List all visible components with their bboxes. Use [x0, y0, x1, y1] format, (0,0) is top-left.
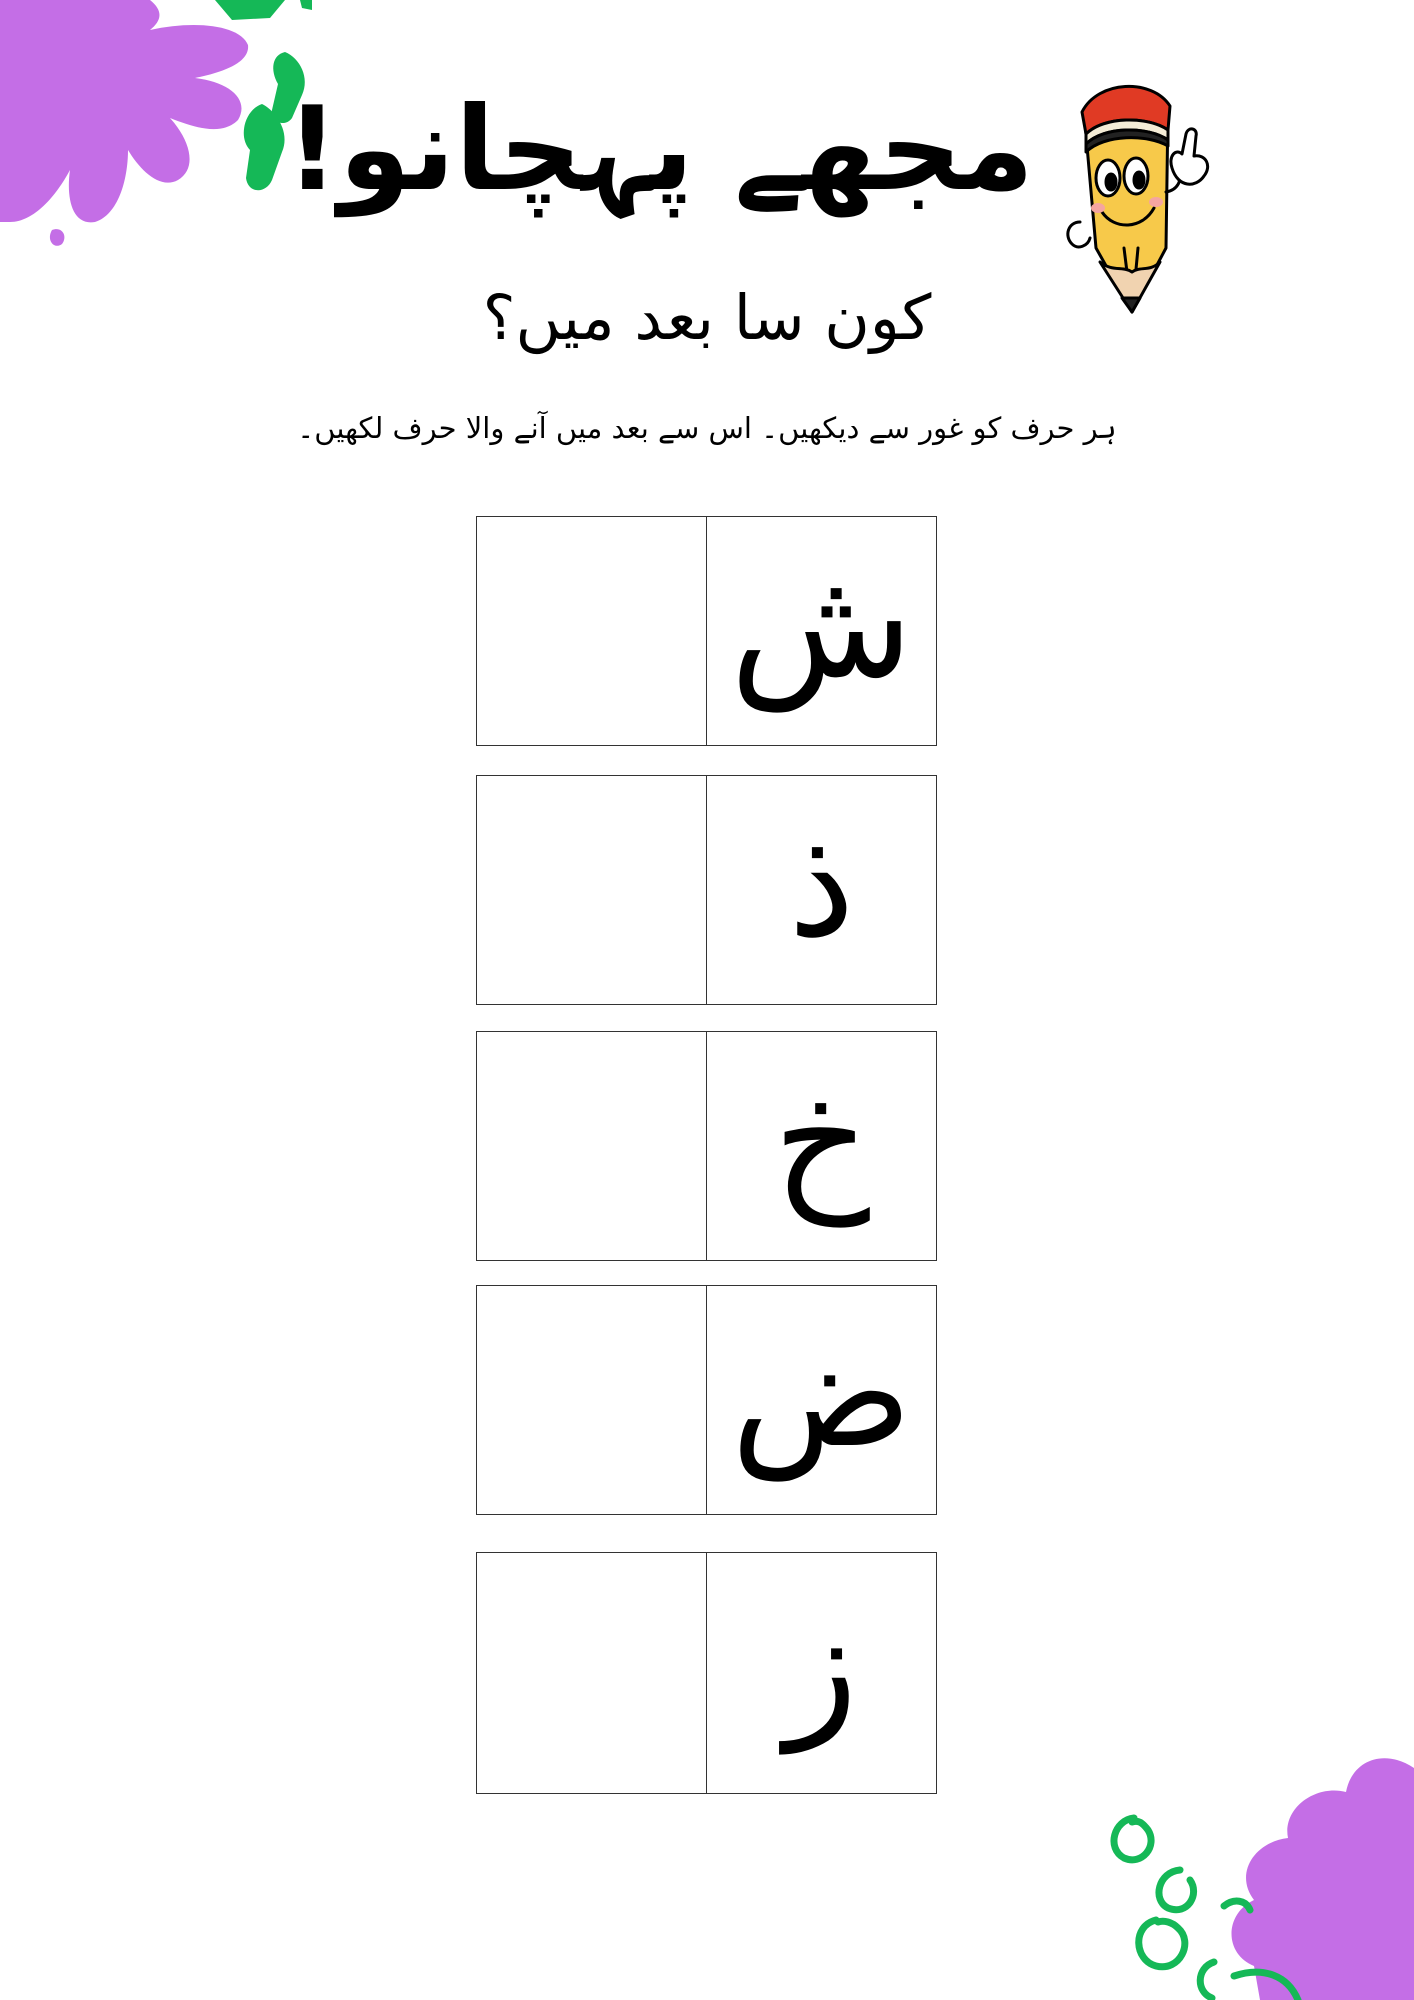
answer-box[interactable] — [476, 1031, 707, 1261]
answer-box[interactable] — [476, 775, 707, 1005]
letter: ش — [729, 538, 914, 712]
letter-row — [476, 1285, 938, 1515]
letter-row — [476, 516, 938, 746]
letter-box — [706, 1552, 937, 1794]
letter-box — [706, 1285, 937, 1515]
letter-row — [476, 775, 938, 1005]
letter-box — [706, 1031, 937, 1261]
letter-box — [706, 775, 937, 1005]
letter: خ — [773, 1053, 870, 1227]
worksheet-title: مجھے پہچانو! — [285, 82, 1035, 217]
answer-box[interactable] — [476, 1285, 707, 1515]
instructions-text: ہر حرف کو غور سے دیکھیں۔ اس سے بعد میں آنے والا حرف لکھیں۔ — [297, 411, 1117, 445]
worksheet-subtitle: کون سا بعد میں؟ — [482, 281, 932, 354]
letter: ض — [730, 1307, 913, 1481]
letter: ز — [785, 1580, 858, 1754]
letter-row — [476, 1031, 938, 1261]
purple-flower-green-circles-icon — [1084, 1730, 1414, 2000]
answer-box[interactable] — [476, 1552, 707, 1794]
letter: ذ — [788, 797, 855, 971]
answer-box[interactable] — [476, 516, 707, 746]
letter-box — [706, 516, 937, 746]
letter-row — [476, 1552, 938, 1794]
pencil-mascot-icon — [1040, 72, 1210, 332]
